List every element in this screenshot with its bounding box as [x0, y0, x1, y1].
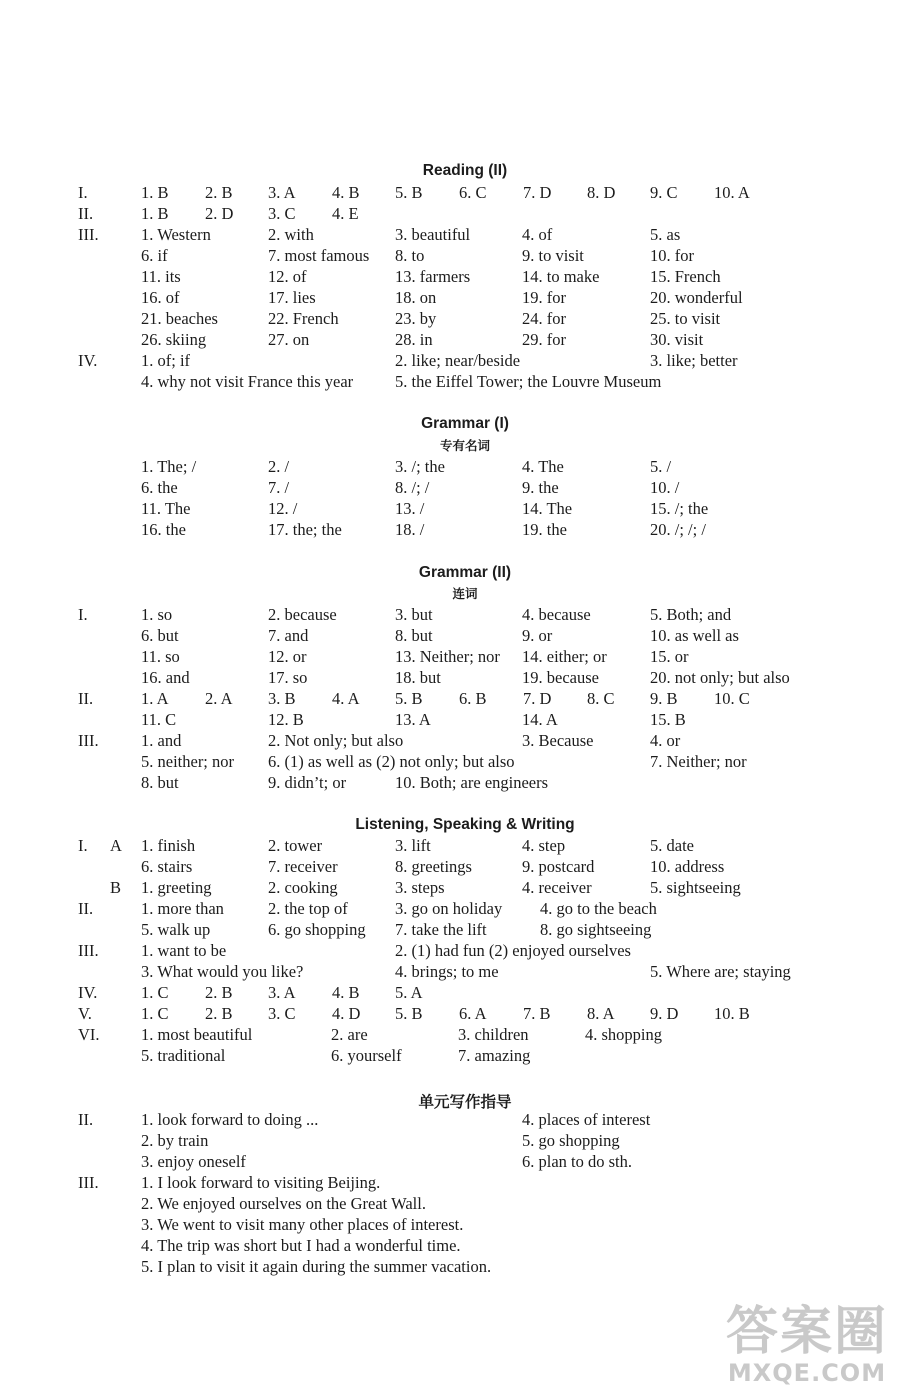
answer-item: 1. want to be	[141, 941, 227, 960]
answer-row	[0, 1151, 900, 1172]
exercise-number: I.	[78, 183, 88, 202]
exercise-number: III.	[78, 225, 99, 244]
answer-item: 5. /	[650, 457, 672, 476]
answer-item: 20. not only; but also	[650, 668, 790, 687]
answer-item: 10. for	[650, 246, 694, 265]
section-heading-reading-ii: Reading (II)	[422, 162, 508, 179]
answer-item: 10. /	[650, 478, 680, 497]
answer-item: 2. A	[205, 689, 233, 708]
exercise-number: II.	[78, 899, 94, 918]
answer-item: 2. cooking	[268, 878, 338, 897]
answer-item: 5. neither; nor	[141, 752, 235, 771]
answer-item: 9. to visit	[522, 246, 584, 265]
watermark-logo-text: 答案圈	[725, 1302, 888, 1362]
answer-item: 2. B	[205, 183, 233, 202]
answer-item: 5. A	[395, 983, 423, 1002]
answer-item: 1. B	[141, 204, 169, 223]
answer-row	[0, 751, 900, 772]
answer-item: 12. /	[268, 499, 298, 518]
answer-item: 2. the top of	[268, 899, 348, 918]
answer-item: 9. postcard	[522, 857, 595, 876]
answer-item: 5. B	[395, 1004, 423, 1023]
answer-item: 10. C	[714, 689, 750, 708]
answer-row	[0, 308, 900, 329]
answer-item: 3. B	[268, 689, 296, 708]
answer-row	[0, 1193, 900, 1214]
answer-item: 14. The	[522, 499, 573, 518]
answer-item: 1. finish	[141, 836, 196, 855]
answer-row	[0, 604, 900, 625]
answer-item: 5. I plan to visit it again during the summer vacation.	[141, 1257, 492, 1276]
section-heading-writing-guide: 单元写作指导	[418, 1094, 512, 1111]
answer-item: 11. its	[141, 267, 181, 286]
watermark-url-text: MXQE.COM	[727, 1359, 887, 1387]
answer-item: 16. the	[141, 520, 186, 539]
answer-item: 6. stairs	[141, 857, 193, 876]
answer-item: 3. children	[458, 1025, 529, 1044]
answer-item: 15. or	[650, 647, 689, 666]
answer-item: 30. visit	[650, 330, 704, 349]
exercise-number: I.	[78, 836, 88, 855]
answer-row	[0, 709, 900, 730]
answer-item: 3. A	[268, 983, 296, 1002]
answer-item: 1. most beautiful	[141, 1025, 253, 1044]
answer-item: 12. B	[268, 710, 304, 729]
exercise-number: III.	[78, 1173, 99, 1192]
answer-item: 1. Western	[141, 225, 211, 244]
answer-item: 19. for	[522, 288, 566, 307]
answer-item: 14. to make	[522, 267, 600, 286]
answer-item: 4. The	[522, 457, 564, 476]
answer-item: 4. E	[332, 204, 359, 223]
answer-item: 1. B	[141, 183, 169, 202]
answer-item: 22. French	[268, 309, 339, 328]
answer-item: 10. A	[714, 183, 750, 202]
answer-item: 8. to	[395, 246, 425, 265]
answer-item: 5. traditional	[141, 1046, 226, 1065]
answer-item: 1. look forward to doing ...	[141, 1110, 319, 1129]
section-subheading-grammar-i: 专有名词	[439, 438, 490, 453]
answer-row	[0, 350, 900, 371]
answer-item: 15. /; the	[650, 499, 709, 518]
answer-item: 5. date	[650, 836, 694, 855]
answer-item: 2. because	[268, 605, 337, 624]
answer-item: 16. of	[141, 288, 180, 307]
answer-item: 2. with	[268, 225, 314, 244]
answer-item: 9. didn’t; or	[268, 773, 347, 792]
answer-item: 3. C	[268, 1004, 296, 1023]
answer-row	[0, 877, 900, 898]
answer-item: 4. B	[332, 183, 360, 202]
answer-item: 19. because	[522, 668, 599, 687]
answer-item: 6. plan to do sth.	[522, 1152, 632, 1171]
answer-item: 5. B	[395, 689, 423, 708]
answer-row	[0, 898, 900, 919]
section-subheading-grammar-ii: 连词	[452, 586, 478, 601]
answer-item: 3. but	[395, 605, 433, 624]
answer-item: 14. A	[522, 710, 558, 729]
answer-item: 18. but	[395, 668, 441, 687]
answer-item: 2. tower	[268, 836, 323, 855]
answer-item: 10. as well as	[650, 626, 739, 645]
answer-item: 3. go on holiday	[395, 899, 503, 918]
answer-item: 4. brings; to me	[395, 962, 499, 981]
answer-row	[0, 1045, 900, 1066]
answer-item: 15. B	[650, 710, 686, 729]
answer-row	[0, 371, 900, 392]
answer-item: 13. farmers	[395, 267, 471, 286]
answer-item: 23. by	[395, 309, 437, 328]
exercise-number: III.	[78, 731, 99, 750]
answer-item: 4. go to the beach	[540, 899, 657, 918]
answer-item: 4. receiver	[522, 878, 592, 897]
answer-item: 18. /	[395, 520, 425, 539]
exercise-number: B	[110, 878, 122, 897]
answer-item: 7. /	[268, 478, 290, 497]
answer-row	[0, 519, 900, 540]
answer-item: 3. /; the	[395, 457, 445, 476]
answer-item: 1. and	[141, 731, 182, 750]
answer-item: 1. so	[141, 605, 173, 624]
answer-row	[0, 287, 900, 308]
answer-item: 4. D	[332, 1004, 361, 1023]
answer-item: 4. places of interest	[522, 1110, 651, 1129]
answer-item: 2. B	[205, 983, 233, 1002]
answer-row	[0, 1214, 900, 1235]
answer-item: 9. C	[650, 183, 678, 202]
answer-item: 17. the; the	[268, 520, 342, 539]
answer-item: 2. Not only; but also	[268, 731, 404, 750]
answer-item: 2. like; near/beside	[395, 351, 521, 370]
exercise-number: II.	[78, 1110, 94, 1129]
answer-item: 7. amazing	[458, 1046, 531, 1065]
answer-item: 6. B	[459, 689, 487, 708]
section-heading-grammar-ii: Grammar (II)	[418, 564, 512, 581]
answer-row	[0, 1130, 900, 1151]
answer-item: 4. shopping	[585, 1025, 663, 1044]
answer-item: 3. What would you like?	[141, 962, 304, 981]
answer-item: 4. why not visit France this year	[141, 372, 354, 391]
answer-item: 16. and	[141, 668, 190, 687]
answer-item: 1. The; /	[141, 457, 197, 476]
answer-row	[0, 224, 900, 245]
answer-item: 12. or	[268, 647, 307, 666]
answer-item: 13. A	[395, 710, 431, 729]
answer-item: 1. A	[141, 689, 169, 708]
answer-item: 5. Where are; staying	[650, 962, 791, 981]
answer-item: 19. the	[522, 520, 567, 539]
answer-row	[0, 835, 900, 856]
answer-item: 4. step	[522, 836, 566, 855]
answer-item: 29. for	[522, 330, 566, 349]
answer-item: 6. if	[141, 246, 168, 265]
answer-item: 7. and	[268, 626, 309, 645]
answer-item: 8. but	[141, 773, 179, 792]
answer-row	[0, 1024, 900, 1045]
exercise-number: I.	[78, 605, 88, 624]
answer-item: 6. A	[459, 1004, 487, 1023]
answer-item: 6. but	[141, 626, 179, 645]
answer-row	[0, 182, 900, 203]
answer-item: 3. like; better	[650, 351, 738, 370]
answer-item: 3. C	[268, 204, 296, 223]
answer-item: 15. French	[650, 267, 721, 286]
answer-item: 21. beaches	[141, 309, 218, 328]
answer-item: 4. because	[522, 605, 591, 624]
answer-row	[0, 1003, 900, 1024]
section-heading-grammar-i: Grammar (I)	[421, 415, 509, 432]
answer-item: 24. for	[522, 309, 566, 328]
answer-item: 3. steps	[395, 878, 445, 897]
answer-item: 9. B	[650, 689, 678, 708]
answer-item: 8. /; /	[395, 478, 430, 497]
answer-item: 8. D	[587, 183, 616, 202]
answer-item: 1. of; if	[141, 351, 191, 370]
answer-item: 3. A	[268, 183, 296, 202]
answer-item: 13. Neither; nor	[395, 647, 500, 666]
answer-item: 7. receiver	[268, 857, 338, 876]
answer-item: 6. go shopping	[268, 920, 366, 939]
answer-item: 7. B	[523, 1004, 551, 1023]
answer-item: 4. A	[332, 689, 360, 708]
answer-item: 28. in	[395, 330, 433, 349]
answer-item: 12. of	[268, 267, 307, 286]
answer-item: 17. so	[268, 668, 308, 687]
answer-row	[0, 940, 900, 961]
answer-item: 11. C	[141, 710, 177, 729]
answer-item: 3. Because	[522, 731, 594, 750]
answer-item: 1. I look forward to visiting Beijing.	[141, 1173, 381, 1192]
exercise-number: IV.	[78, 351, 98, 370]
exercise-number: IV.	[78, 983, 98, 1002]
exercise-number: V.	[78, 1004, 92, 1023]
answer-item: 5. sightseeing	[650, 878, 741, 897]
answer-item: 2. (1) had fun (2) enjoyed ourselves	[395, 941, 631, 960]
answer-item: 13. /	[395, 499, 425, 518]
answer-row	[0, 667, 900, 688]
answer-item: 26. skiing	[141, 330, 207, 349]
answer-item: 14. either; or	[522, 647, 607, 666]
answer-row	[0, 688, 900, 709]
answer-item: 7. D	[523, 183, 552, 202]
answer-item: 18. on	[395, 288, 437, 307]
answer-item: 7. most famous	[268, 246, 370, 265]
answer-item: 9. D	[650, 1004, 679, 1023]
answer-row	[0, 203, 900, 224]
answer-row	[0, 772, 900, 793]
answer-item: 7. Neither; nor	[650, 752, 747, 771]
answer-item: 2. We enjoyed ourselves on the Great Wall.	[141, 1194, 426, 1213]
exercise-number: II.	[78, 689, 94, 708]
exercise-number: III.	[78, 941, 99, 960]
answer-item: 10. Both; are engineers	[395, 773, 549, 792]
answer-item: 1. greeting	[141, 878, 212, 897]
answer-row	[0, 266, 900, 287]
answer-item: 1. more than	[141, 899, 224, 918]
answer-item: 9. the	[522, 478, 559, 497]
answer-item: 6. yourself	[331, 1046, 402, 1065]
answer-item: 6. the	[141, 478, 178, 497]
answer-item: 4. of	[522, 225, 553, 244]
answer-item: 11. so	[141, 647, 180, 666]
answer-item: 1. C	[141, 983, 169, 1002]
watermark-logo	[722, 1304, 892, 1388]
answer-row	[0, 919, 900, 940]
answer-row	[0, 856, 900, 877]
exercise-number: A	[110, 836, 122, 855]
answer-item: 1. C	[141, 1004, 169, 1023]
answer-item: 6. (1) as well as (2) not only; but also	[268, 752, 515, 771]
answer-row	[0, 982, 900, 1003]
answer-item: 5. go shopping	[522, 1131, 620, 1150]
answer-row	[0, 625, 900, 646]
answer-row	[0, 1235, 900, 1256]
answer-item: 17. lies	[268, 288, 316, 307]
answer-item: 7. D	[523, 689, 552, 708]
answer-item: 10. B	[714, 1004, 750, 1023]
answer-item: 4. The trip was short but I had a wonderful time.	[141, 1236, 461, 1255]
answer-item: 20. /; /; /	[650, 520, 706, 539]
answer-item: 2. are	[331, 1025, 368, 1044]
answer-item: 4. B	[332, 983, 360, 1002]
answer-item: 5. Both; and	[650, 605, 732, 624]
answer-item: 5. walk up	[141, 920, 211, 939]
answer-item: 8. greetings	[395, 857, 472, 876]
answer-item: 11. The	[141, 499, 191, 518]
answer-item: 8. go sightseeing	[540, 920, 652, 939]
section-heading-listening-speaking-writing: Listening, Speaking & Writing	[355, 816, 575, 833]
answer-item: 27. on	[268, 330, 310, 349]
answer-item: 8. but	[395, 626, 433, 645]
answer-row	[0, 245, 900, 266]
answer-item: 10. address	[650, 857, 725, 876]
answer-row	[0, 961, 900, 982]
answer-item: 3. beautiful	[395, 225, 471, 244]
answer-item: 9. or	[522, 626, 553, 645]
answer-item: 5. the Eiffel Tower; the Louvre Museum	[395, 372, 662, 391]
answer-item: 3. We went to visit many other places of interest.	[141, 1215, 464, 1234]
answer-row	[0, 456, 900, 477]
answer-item: 25. to visit	[650, 309, 721, 328]
answer-item: 4. or	[650, 731, 681, 750]
answer-item: 2. /	[268, 457, 290, 476]
answer-row	[0, 498, 900, 519]
answer-item: 5. B	[395, 183, 423, 202]
answer-item: 6. C	[459, 183, 487, 202]
exercise-number: VI.	[78, 1025, 100, 1044]
answer-item: 2. D	[205, 204, 234, 223]
answer-item: 20. wonderful	[650, 288, 743, 307]
exercise-number: II.	[78, 204, 94, 223]
answer-item: 2. by train	[141, 1131, 209, 1150]
answer-item: 8. A	[587, 1004, 615, 1023]
answer-item: 3. enjoy oneself	[141, 1152, 246, 1171]
answer-row	[0, 1172, 900, 1193]
answer-item: 3. lift	[395, 836, 431, 855]
answer-row	[0, 1109, 900, 1130]
answer-row	[0, 1256, 900, 1277]
answer-row	[0, 646, 900, 667]
answer-item: 8. C	[587, 689, 615, 708]
answer-item: 5. as	[650, 225, 681, 244]
answer-item: 2. B	[205, 1004, 233, 1023]
answer-item: 7. take the lift	[395, 920, 487, 939]
answer-row	[0, 329, 900, 350]
answer-row	[0, 477, 900, 498]
answer-row	[0, 730, 900, 751]
